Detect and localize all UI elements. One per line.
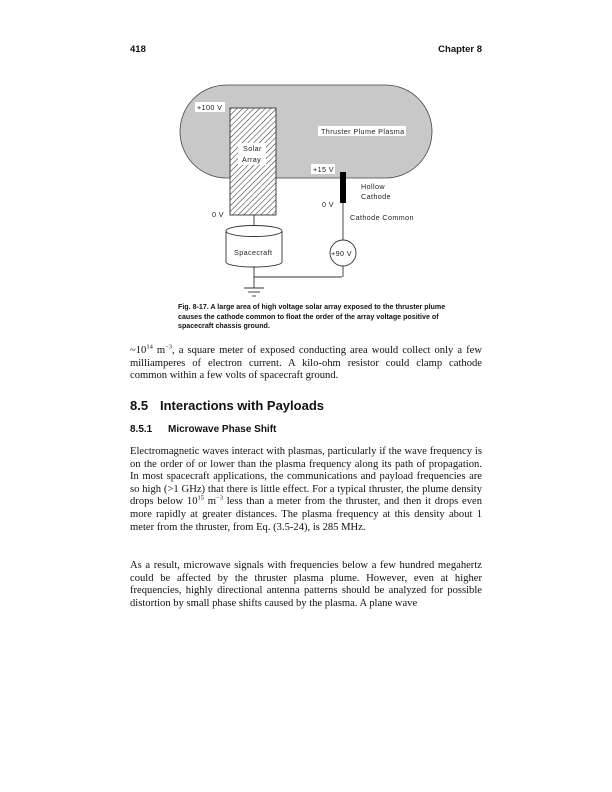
array-top-voltage-label: +100 V [197,103,223,112]
spacecraft-label: Spacecraft [234,248,273,257]
chapter-title: Chapter 8 [438,44,482,55]
superscript: −3 [216,494,223,502]
text-run: ~10 [130,345,147,356]
page-number: 418 [130,44,146,55]
figure-8-17 [0,0,612,300]
figure-caption: Fig. 8-17. A large area of high voltage solar array exposed to the thruster plume causes the cathode common to float the order of the array voltage positive of spacecraft chassis ground. [178,303,446,331]
circuit-diagram [0,0,612,300]
subsection-number: 8.5.1 [130,424,153,435]
solar-array-label-1: Solar [243,144,262,153]
section-title: Interactions with Payloads [160,398,324,413]
hollow-cathode-label-2: Cathode [361,192,391,201]
plasma-label: Thruster Plume Plasma [321,127,405,136]
subsection-title: Microwave Phase Shift [168,424,277,435]
cathode-common-label: Cathode Common [350,213,414,222]
section-number: 8.5 [130,398,149,413]
subsection-heading-8-5-1 [130,424,276,435]
text-run: less than a meter from the thruster, and then it drops even more rapidly at greater distances. The plasma frequency at this density about 1 meter from the thruster, from Eq. (3.5-24), is 285 MHz. [130,496,482,533]
paragraph-3: As a result, microwave signals with frequencies below a few hundred megahertz could be affected by the thruster plasma plume. However, even at higher frequencies, highly directional antenna patterns should be analyzed for possible distortion by small phase shifts caused by the plasma. A plane wave [130,560,482,609]
text-run: m [204,496,217,508]
superscript: 14 [146,343,153,351]
section-heading-8-5 [130,398,324,413]
text-run: m [152,345,166,356]
paragraph-2 [130,446,482,534]
cathode-top-voltage-label: +15 V [313,165,334,174]
text-run: Electromagnetic waves interact with plasmas, particularly if the wave frequency is on the order of or lower than the plasma frequency along its path of propagation. In most spacecraft applications, the communications and payload frequencies are so high (>1 GHz) that there is little effect. For a typical thruster, the plume density drops below 10 [130,446,482,508]
hollow-cathode-label-1: Hollow [361,182,385,191]
text-run: , a square meter of exposed conducting area would collect only a few milliamperes of electron current. A kilo-ohm resistor could clamp cathode common within a few volts of spacecraft ground. [130,345,482,382]
source-voltage-label: +90 V [331,249,352,258]
ground-icon [244,288,264,296]
hollow-cathode [340,172,346,203]
cathode-bottom-voltage-label: 0 V [322,200,334,209]
superscript: −3 [165,343,173,351]
solar-array-label-2: Array [242,155,262,164]
array-bottom-voltage-label: 0 V [212,210,224,219]
superscript: 15 [197,494,205,502]
spacecraft-cylinder [226,226,282,268]
paragraph-1 [130,345,482,383]
